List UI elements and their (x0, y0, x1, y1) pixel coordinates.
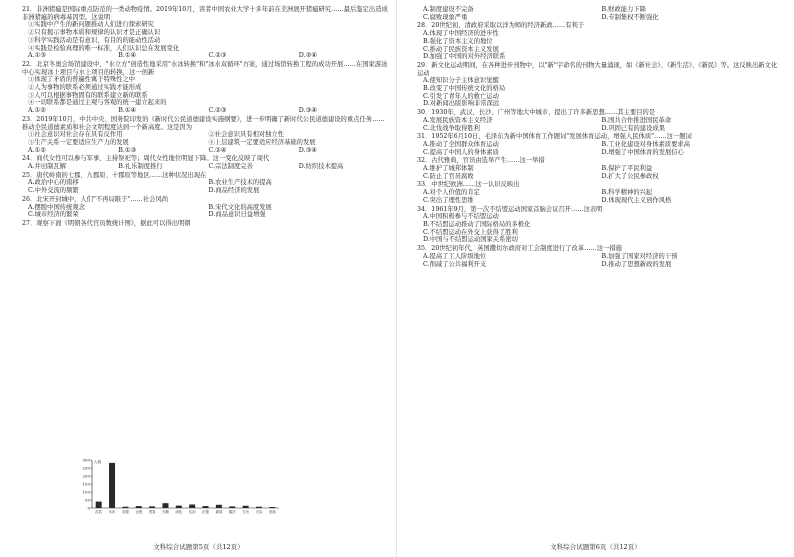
officials-bar-chart (78, 458, 283, 516)
option: ③人可以根据事物固有的联系建立新的联系 (28, 91, 148, 99)
option: ②只有揭示事物本质和规律的认识才是正确认识 (28, 29, 161, 37)
choice-c: C.削减了公共福利开支 (423, 260, 487, 268)
x-tick-label: 正德 (202, 510, 209, 514)
question-22 (22, 61, 389, 115)
choice-b: B.工业化建设对身体素质要求高 (601, 140, 690, 148)
question-stem: 30．1930年，武汉、长沙、广州等地大中城市，提出了许多新思想……其主要目的是 (417, 109, 656, 117)
right-page (397, 0, 794, 557)
bar-成化 (176, 506, 182, 508)
choice-row (417, 6, 780, 14)
choice-c: C.突出了理性思维 (423, 196, 474, 204)
choice-d: D.推动了思想新政的发展 (601, 260, 672, 268)
choice-d: D.②④ (298, 52, 317, 60)
choice-c: C.中外交流的频繁 (28, 187, 79, 195)
choice-row (417, 189, 780, 197)
choice-d: D.商品经济的发展 (208, 187, 260, 195)
option: ④实践是检验真理的唯一标准，人们认识总在发展变化 (28, 44, 180, 52)
choice-c: C.推动了民族资本主义发展 (423, 45, 499, 53)
choice-a: A.中国积极参与不结盟运动 (423, 213, 499, 221)
question-stem: 22．北京冬奥会场馆建设中，"水立方"创造性地采用"水冰转换"和"冰水双循环"方案，通过场馆转换工程的成功开展……在国家游泳中心实现冰上项目与水上项目的转换，这一创新 (22, 60, 388, 76)
choice-row (22, 107, 389, 115)
y-axis-label: 人数 (94, 460, 102, 464)
x-tick-label: 天启 (255, 510, 263, 514)
choice-row (22, 147, 389, 155)
option: ③科学实践活动是有意识、有目的的能动性活动 (28, 36, 161, 44)
y-tick-label: 0 (87, 505, 90, 511)
question-32 (417, 157, 780, 180)
x-tick-label: 嘉靖 (215, 510, 223, 514)
choice-b: B.改变了中国传统文化的格局 (423, 85, 506, 93)
question-30 (417, 109, 780, 132)
choice-b: B.加强了国家对经济的干预 (601, 252, 678, 260)
bar-崇祯 (269, 507, 275, 508)
bar-永乐 (109, 463, 115, 508)
bar-隆庆 (229, 506, 235, 508)
y-tick-label: 200 (82, 473, 90, 479)
y-tick-label: 50 (84, 497, 90, 503)
question-stem: 28．20世纪初，清政府采取以洋为师的经济新政……有利于 (417, 22, 585, 30)
choice-a: A.①③ (28, 52, 46, 60)
choice-c: C.城市经济的繁荣 (28, 211, 79, 219)
choice-b: B.①④ (118, 52, 137, 60)
choice-a: A.井田制瓦解 (28, 163, 67, 171)
choice-d: D.③④ (298, 107, 317, 115)
question-31 (417, 133, 780, 156)
choice-b: B.财政能力下降 (601, 6, 646, 13)
question-27 (22, 220, 389, 228)
choice-b: B.强化了资本主义的地位 (423, 37, 493, 45)
choice-row (417, 253, 780, 261)
bar-宣德 (122, 507, 128, 508)
choice-b: B.不结盟运动推动了国际格局的多极化 (423, 220, 531, 228)
choice-b: B.保护了平民利益 (601, 165, 653, 173)
choice-d: D.商品意识日益增强 (208, 211, 266, 219)
option: ②人为事物的联系必须通过实践才能形成 (28, 84, 142, 92)
choice-a: A.政治中心的南移 (28, 179, 79, 187)
choice-c: C.防止了官员腐败 (423, 172, 474, 180)
choice-c: C.宗法制度完善 (208, 163, 253, 171)
bar-万历 (243, 506, 249, 508)
y-tick-label: 250 (82, 465, 90, 471)
choice-row (22, 211, 389, 219)
choice-d: D.对新闻出版影响非常深远 (423, 100, 500, 108)
question-26 (22, 196, 389, 219)
x-tick-label: 永乐 (108, 510, 116, 514)
choice-c: C.北伐战争取得胜利 (423, 124, 480, 132)
x-tick-label: 宣德 (122, 510, 129, 514)
choice-row (417, 165, 780, 173)
choice-a: A.对个人价值的肯定 (423, 189, 480, 197)
question-25 (22, 172, 389, 195)
question-stem: 31．1952年6月10日，毛泽东为新中国体育工作题词"发展体育运动，增强人民体质"……这一题词 (417, 133, 692, 141)
choice-row (417, 261, 780, 269)
choice-d: D.中国与不结盟运动国家关系密切 (423, 236, 518, 244)
question-stem: 27．观察下面《明朝各代官员数统计图》，据此可以得出明朝 (22, 219, 191, 227)
x-tick-label: 万历 (242, 510, 249, 514)
choice-row (417, 173, 780, 181)
question-stem: 21．非洲猪瘟是国际重点防范的一类动物疫情。2019年10月，读者中国农业大学十多年前在美洲展开猪瘟研究……最后鉴定出造成非洲猪瘟的病毒基因型。这说明 (22, 6, 388, 21)
x-tick-label: 崇祯 (268, 510, 276, 514)
question-28 (417, 22, 780, 61)
bar-正德 (203, 506, 209, 508)
question-33 (417, 181, 780, 204)
chart-bars (96, 463, 276, 508)
question-stem: 25．唐代岭南的七郡、九郡原、十郡原等地区……这种状况出现在 (22, 171, 207, 179)
choice-row (22, 52, 389, 60)
choice-b: B.①③ (118, 146, 137, 154)
chart-svg (78, 458, 283, 516)
choice-c: C.提高了中国人的身体素质 (423, 148, 499, 156)
choice-a: A.使知识分子主体意识觉醒 (423, 77, 499, 85)
y-tick-label: 150 (82, 481, 90, 487)
choice-row (417, 14, 780, 22)
choice-c: C.②④ (208, 146, 227, 154)
choice-d: D.巩固已有的建设成果 (601, 124, 665, 132)
choice-a: A.摆脱中国传统观念 (28, 203, 85, 211)
choice-c: C.引发了青年人的救亡运动 (423, 92, 499, 100)
question-stem: 32．古代雅典，官员由选举产生……这一举措 (417, 157, 545, 165)
choice-a: A.制度建设不完备 (423, 6, 474, 13)
page-footer: 文科综合试题第6页（共12页） (550, 543, 641, 551)
choice-row (417, 149, 780, 157)
chart-axes (91, 460, 280, 508)
choice-d: D.加强了中国的对外经济联系 (423, 53, 506, 61)
x-tick-label: 洪武 (95, 510, 103, 514)
question-24 (22, 155, 389, 170)
question-34 (417, 206, 780, 245)
choice-c: C.②③ (208, 107, 227, 115)
y-tick-label: 300 (82, 457, 90, 463)
x-tick-label: 弘治 (188, 510, 196, 514)
choice-row (417, 197, 780, 205)
question-27-choices (417, 6, 780, 21)
y-tick-label: 100 (82, 489, 90, 495)
choice-b: B.宋代文化的高度发展 (208, 203, 272, 211)
option-row (22, 131, 389, 139)
choice-a: A.①② (28, 146, 46, 154)
choice-c: C.②③ (208, 52, 227, 60)
choice-b: B.礼乐制度推行 (118, 163, 163, 171)
choice-row (22, 187, 389, 195)
option: ④上层建筑一定要适应经济基础的发展 (208, 138, 316, 146)
choice-d: D.专制集权不断强化 (601, 13, 659, 21)
choice-row (417, 141, 780, 149)
choice-a: A.推动了全国群众体育运动 (423, 140, 499, 148)
option-row (22, 139, 389, 147)
x-tick-label: 正统 (135, 510, 143, 514)
bar-嘉靖 (216, 505, 222, 508)
choice-b: B.①④ (118, 107, 137, 115)
x-tick-label: 天顺 (162, 510, 169, 514)
bar-天顺 (162, 503, 168, 508)
question-stem: 23．2019年10月，中共中央、国务院印发的《新时代公民道德建设实施纲要》，进一步明确了新时代公民道德建设的重点任务……推动全民道德素质和社会文明程度达到一个新高度。这是因为 (22, 115, 385, 131)
bar-洪武 (96, 502, 102, 508)
x-tick-label: 隆庆 (228, 510, 236, 514)
question-stem: 35．20世纪初年代，英国撒切尔政府对工会制度进行了改革……这一措施 (417, 245, 622, 253)
question-35 (417, 245, 780, 268)
page-footer: 文科综合试题第5页（共12页） (153, 543, 244, 551)
choice-a: A.发展民族资本主义经济 (423, 116, 493, 124)
question-stem: 26．北宋开封城中，人们"不再局限于"……社会风尚 (22, 195, 169, 203)
question-21 (22, 6, 389, 60)
choice-d: D.纺织技术提高 (298, 163, 344, 171)
choice-a: A.体现了中国经济的进步性 (423, 30, 499, 38)
question-23 (22, 116, 389, 155)
option: ①社会意识对社会存在具有反作用 (28, 131, 123, 139)
option: ①体现了矛盾的普遍性寓于特殊性之中 (28, 76, 136, 84)
question-stem: 24．商代女性可以参与军事、主持祭祀等；周代女性地位明显下降。这一变化反映了周代 (22, 155, 270, 163)
choice-row (417, 117, 780, 125)
choice-row (22, 163, 389, 171)
choice-d: D.扩大了公民参政权 (601, 172, 659, 180)
question-stem: 34．1961年9月，第一次不结盟运动国家首脑会议召开……这表明 (417, 205, 603, 213)
bar-弘治 (189, 504, 195, 508)
option: ④一切联系都是通过主观与客观的统一建立起来的 (28, 99, 167, 107)
choice-a: A.①② (28, 107, 46, 115)
choice-a: A.提高了工人阶级地位 (423, 252, 487, 260)
left-column (22, 6, 389, 229)
right-column (417, 6, 780, 269)
x-tick-label: 景泰 (148, 510, 156, 514)
choice-d: D.③④ (298, 146, 317, 154)
choice-a: A.维护了城邦体制 (423, 165, 474, 173)
option: ①实践中产生的新问题推动人们进行探索研究 (28, 21, 154, 29)
choice-b: B.国共合作推进国民革命 (601, 116, 672, 124)
x-tick-label: 成化 (175, 510, 183, 514)
bar-天启 (256, 507, 262, 508)
question-stem: 33．中世纪欧洲……这一认识反映出 (417, 181, 520, 189)
question-29 (417, 62, 780, 108)
option: ②社会意识具有相对独立性 (208, 131, 285, 139)
choice-d: D.体现现代主义创作风格 (601, 196, 672, 204)
question-stem: 29．新文化运动期间，在各种进步刊物中，以"新"字命名的刊物大量涌现，如《新社会》、《新生活》、《新民》等。这反映出新文化运动 (417, 61, 778, 77)
choice-c: C.腐败现象严重 (423, 13, 468, 21)
choice-b: B.农业生产技术的提高 (208, 179, 272, 187)
option: ③生产关系一定要适应生产力的发展 (28, 138, 129, 146)
bar-景泰 (149, 506, 155, 508)
choice-d: D.增强了中国体育的发展信心 (601, 148, 684, 156)
bar-正统 (136, 506, 142, 508)
choice-c: C.不结盟运动在外交上获得了胜利 (423, 228, 518, 236)
choice-b: B.科学精神的兴起 (601, 189, 653, 197)
choice-row (417, 125, 780, 133)
